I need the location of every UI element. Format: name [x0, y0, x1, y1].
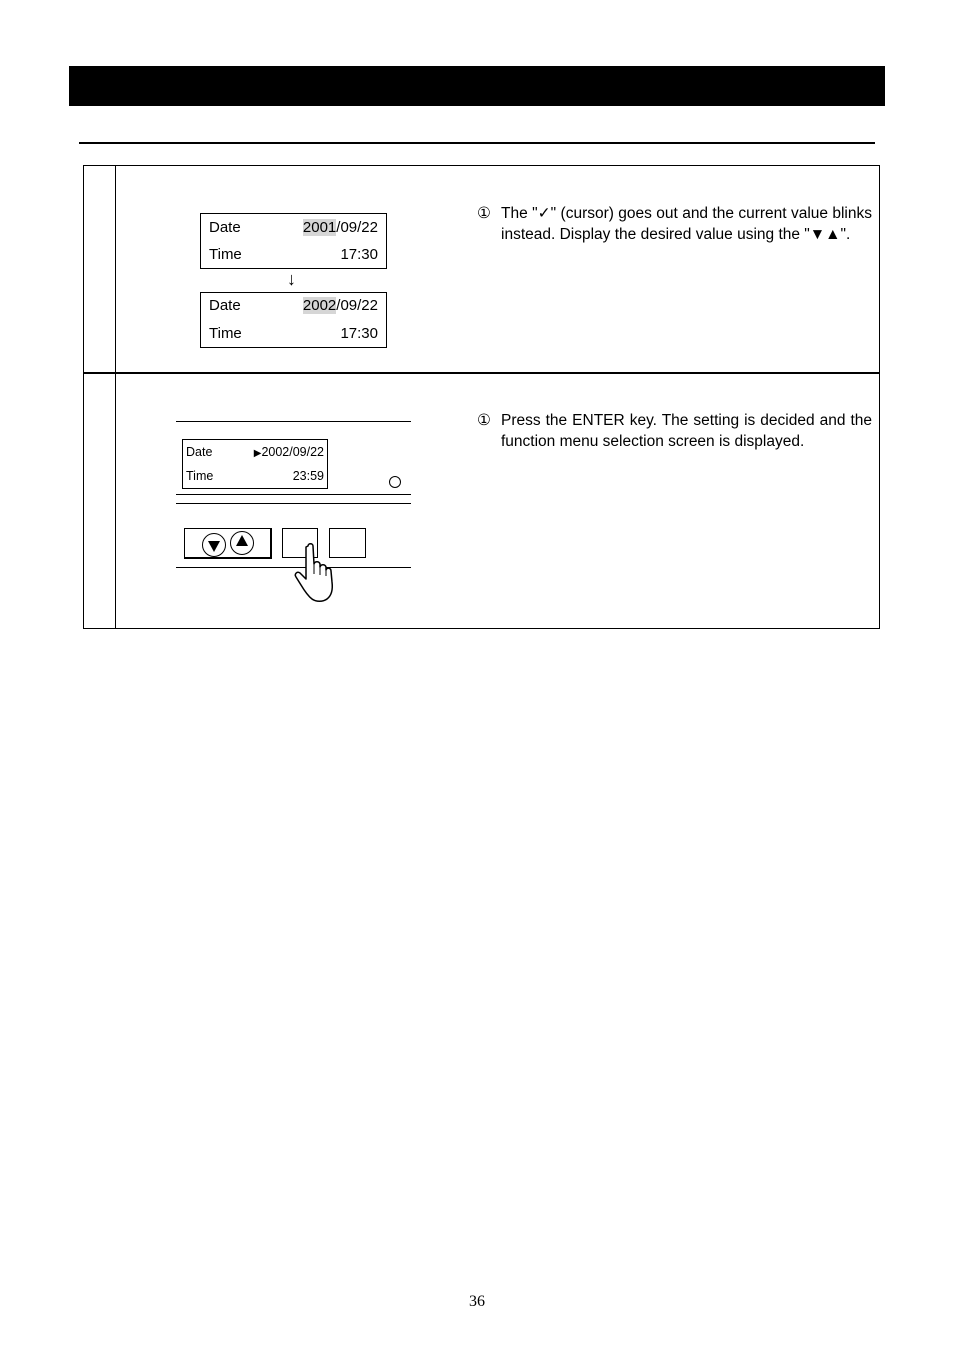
lcd-before: [200, 213, 387, 269]
step2-description: [477, 411, 872, 452]
pressing-hand-icon: [290, 542, 350, 604]
time-value: 17:30: [340, 325, 378, 342]
step-item-text: The "✓" (cursor) goes out and the current value blinks instead. Display the desired value using the "▼▲".: [501, 205, 872, 243]
arrow-keys[interactable]: [184, 528, 272, 559]
time-label: Time: [209, 325, 242, 342]
time-value: 23:59: [292, 469, 324, 483]
step1-description: [477, 204, 872, 245]
time-label: Time: [186, 469, 214, 483]
step-number-column: [115, 166, 116, 628]
date-label: Date: [209, 219, 241, 236]
up-key-icon[interactable]: [230, 531, 254, 555]
date-value: 2001/09/22: [302, 219, 378, 236]
header-rule: [79, 142, 875, 144]
date-value: 2002/09/22: [302, 297, 378, 314]
step-item-text: Press the ENTER key. The setting is decided and the function menu selection screen is displayed.: [501, 412, 872, 450]
down-key-icon[interactable]: [202, 533, 226, 557]
date-value: ▶2002/09/22: [253, 445, 324, 459]
time-label: Time: [209, 246, 242, 263]
year-blinking: 2002: [302, 297, 337, 314]
lcd-after: [200, 292, 387, 348]
panel-top-line: [176, 421, 411, 422]
indicator-lamp-icon: [389, 476, 401, 488]
date-label: Date: [209, 297, 241, 314]
controller-display: [182, 439, 328, 489]
page-number: 36: [469, 1293, 485, 1310]
panel-line: [176, 503, 411, 504]
year-blinking: 2001: [302, 219, 337, 236]
time-value: 17:30: [340, 246, 378, 263]
cursor-icon: ▶: [253, 448, 262, 459]
section-header-bar: [69, 66, 885, 106]
procedure-table: [83, 165, 880, 629]
date-label: Date: [186, 445, 213, 459]
step-separator: [84, 372, 879, 374]
step-item-number: ①: [477, 205, 491, 222]
panel-line: [176, 494, 411, 495]
down-arrow-icon: ↓: [287, 269, 296, 289]
step-item-number: ①: [477, 412, 491, 429]
